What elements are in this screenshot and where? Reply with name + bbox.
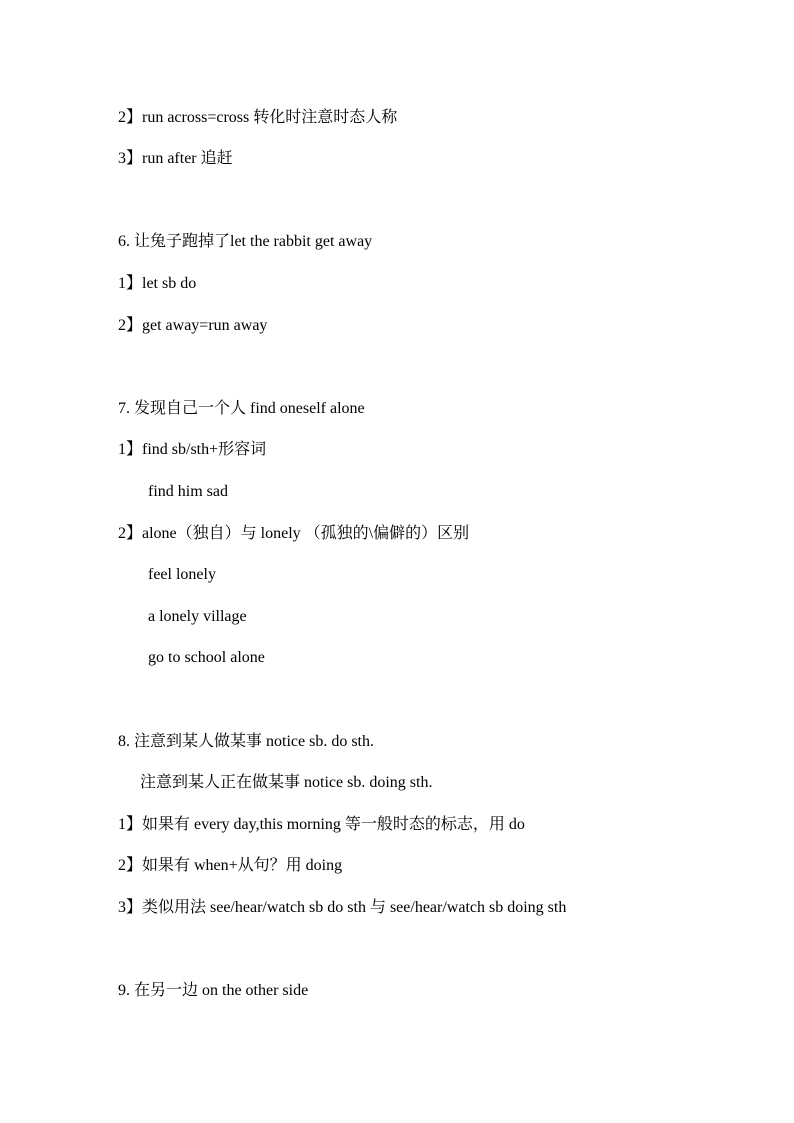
example-line: find him sad — [148, 483, 228, 500]
text-line: 2】alone（独自）与 lonely （孤独的\偏僻的）区别 — [118, 525, 470, 542]
section-heading: 6. 让兔子跑掉了let the rabbit get away — [118, 233, 373, 250]
text-line: 2】run across=cross 转化时注意时态人称 — [118, 109, 398, 126]
example-line: a lonely village — [148, 608, 247, 625]
text-line: 1】如果有 every day,this morning 等一般时态的标志，用 do — [118, 816, 525, 833]
text-line: 1】find sb/sth+形容词 — [118, 441, 267, 458]
section-heading: 8. 注意到某人做某事 notice sb. do sth. — [118, 733, 374, 750]
section-heading: 9. 在另一边 on the other side — [118, 982, 309, 999]
text-line: 3】类似用法 see/hear/watch sb do sth 与 see/hear/watch sb doing sth — [118, 899, 567, 916]
example-line: feel lonely — [148, 566, 216, 583]
text-line: 2】如果有 when+从句？用 doing — [118, 857, 343, 874]
text-line: 2】get away=run away — [118, 317, 268, 334]
text-line: 注意到某人正在做某事 notice sb. doing sth. — [140, 774, 433, 791]
section-heading: 7. 发现自己一个人 find oneself alone — [118, 400, 365, 417]
example-line: go to school alone — [148, 649, 265, 666]
text-line: 3】run after 追赶 — [118, 150, 233, 167]
text-line: 1】let sb do — [118, 275, 197, 292]
